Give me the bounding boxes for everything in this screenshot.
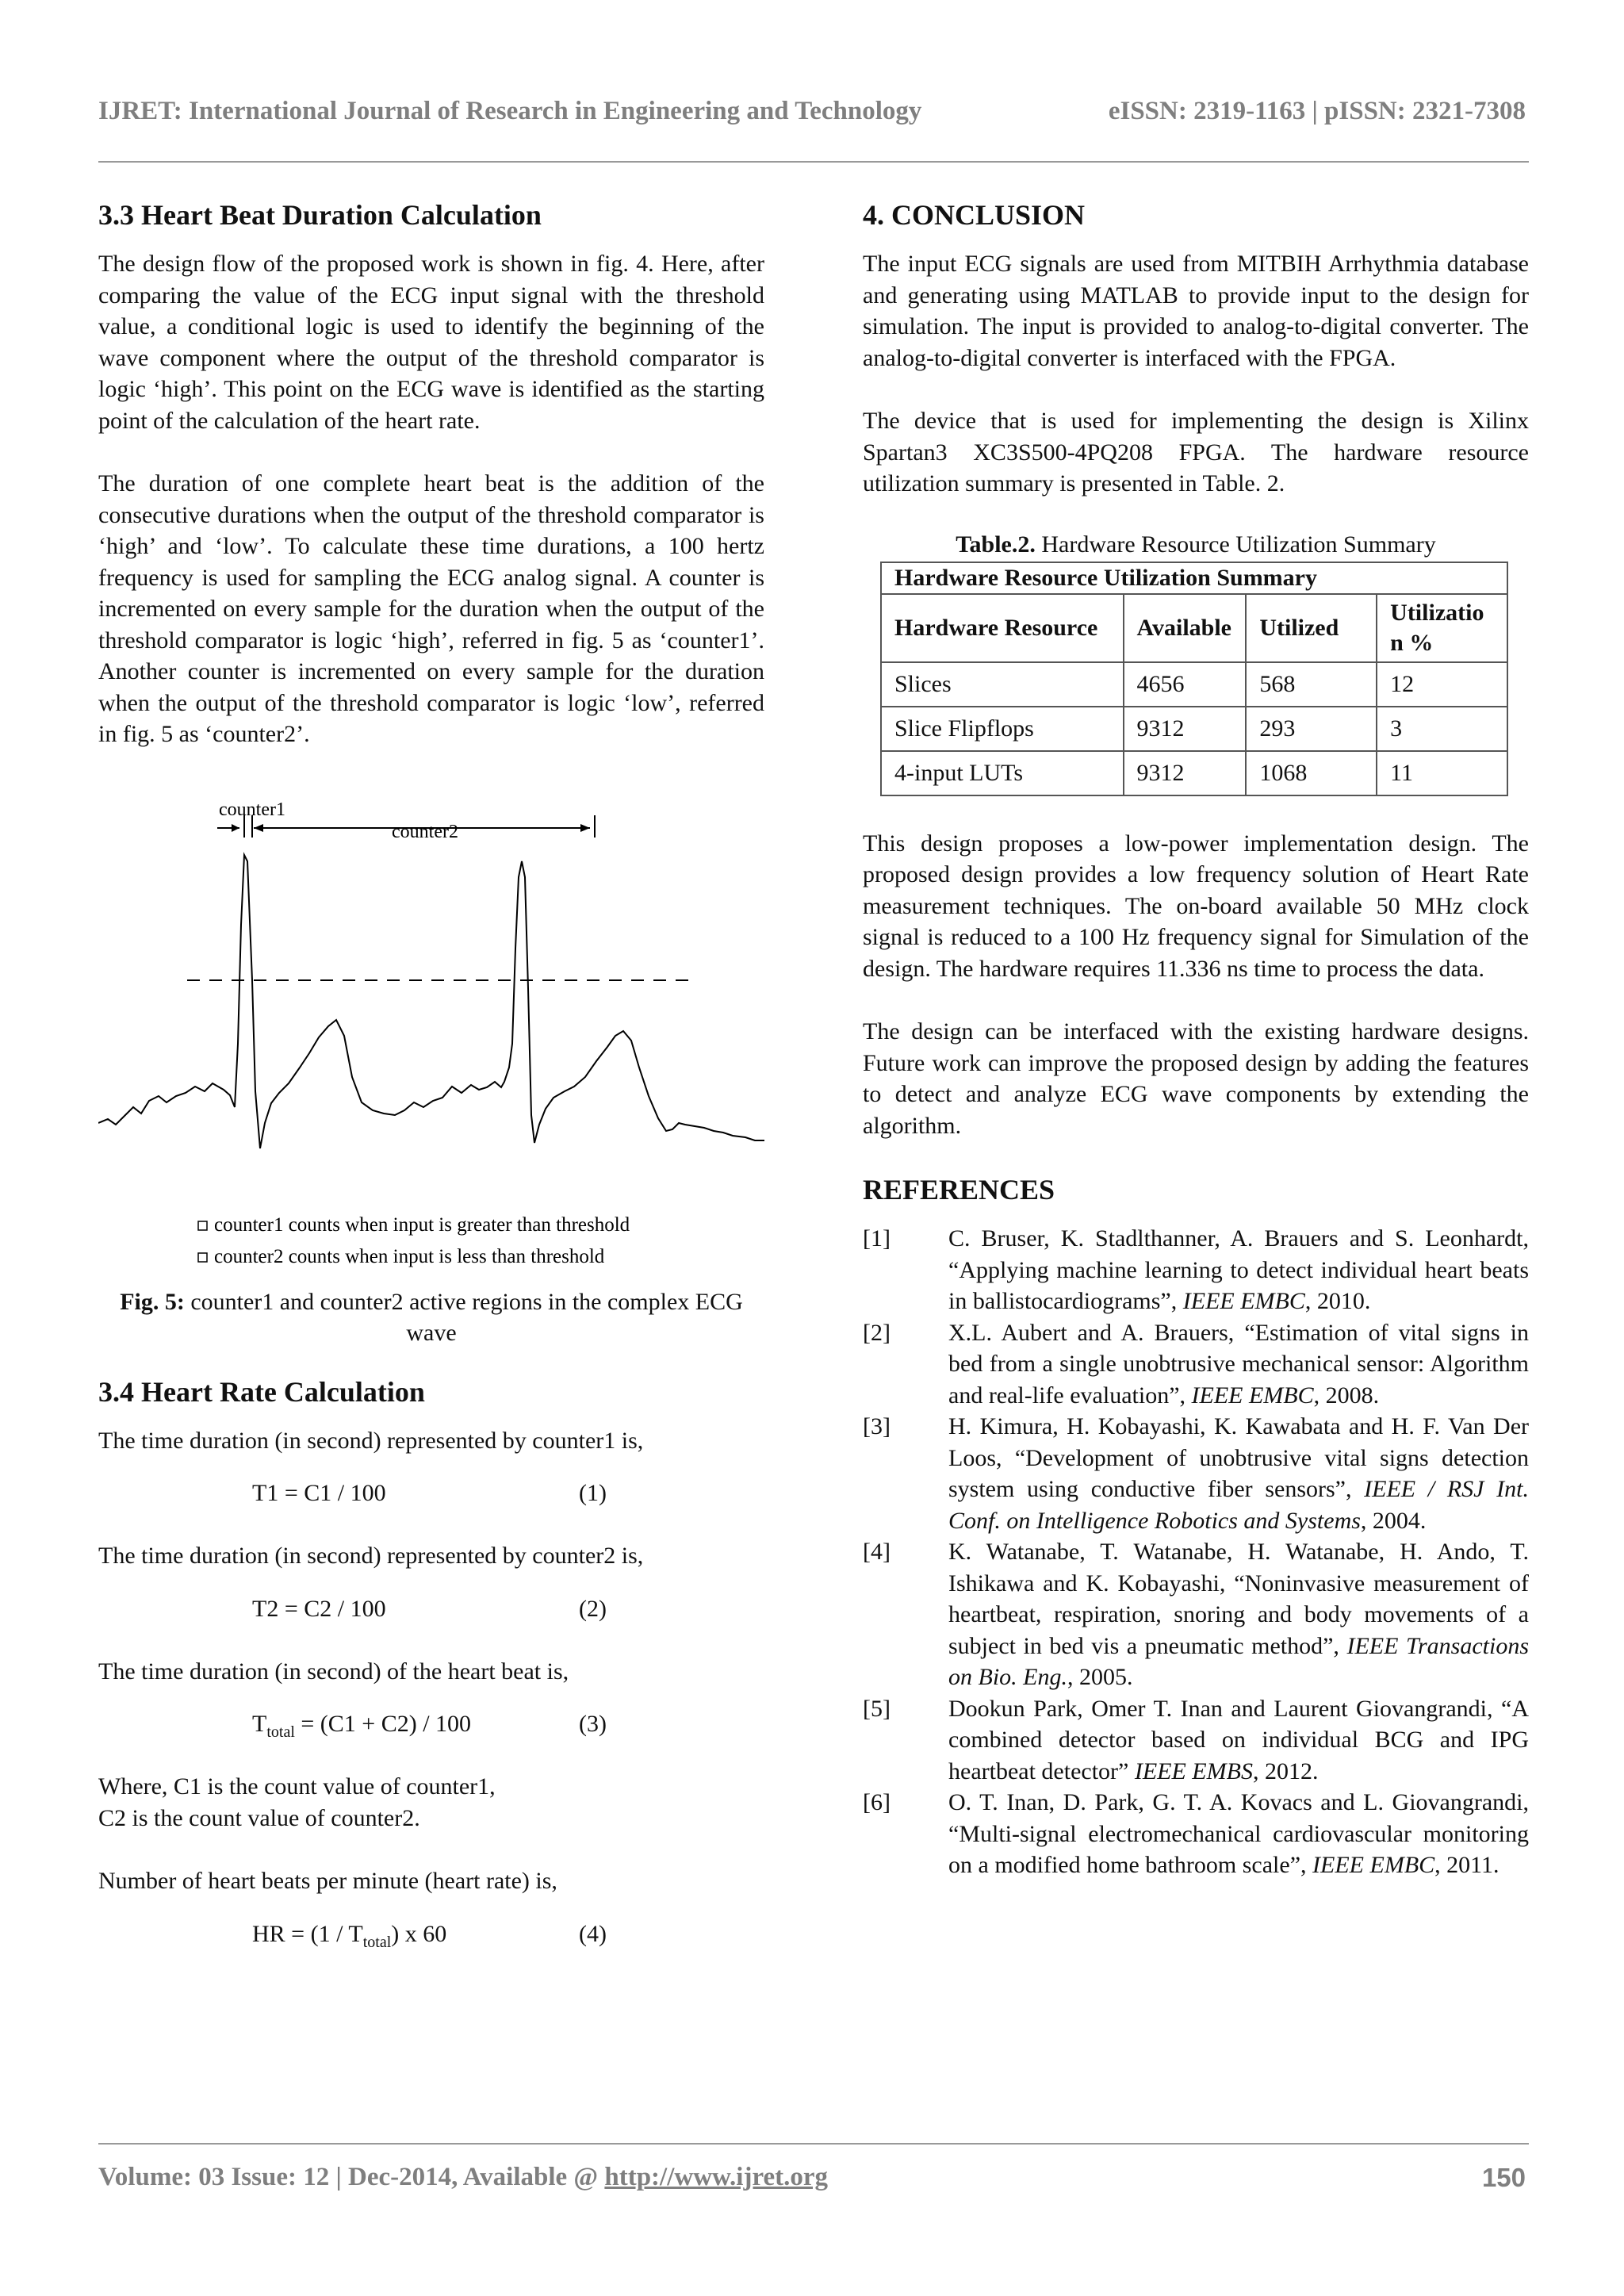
- reference-item: [3] H. Kimura, H. Kobayashi, K. Kawabata and H. F. Van Der Loos, “Development of unobtrusive vital signs detection system using conductive fiber sensors”, IEEE / RSJ Int. Conf. on Intelligence Robotics and Systems, 2004.: [863, 1413, 1529, 1534]
- table-2-label: Table.2.: [956, 531, 1036, 558]
- figure-5: [98, 782, 780, 1282]
- left-column: [98, 198, 764, 1981]
- legend1-marker: [198, 1221, 207, 1230]
- legend2-marker: [198, 1253, 207, 1262]
- resource-table: [880, 562, 1508, 796]
- legend1-text: counter1 counts when input is greater than threshold: [214, 1213, 630, 1236]
- table-cell: 1068: [1246, 751, 1377, 795]
- where-line-2: C2 is the count value of counter2.: [98, 1804, 420, 1831]
- conclusion-paragraph-3: This design proposes a low-power implementation design. The proposed design provides a low frequency solution of Heart Rate measurement techniques. The on-board available 50 MHz clock signal is reduced to a 100 Hz frequency signal for Simulation of the design. The hardware requires 11.336 ns time to process the data.: [863, 830, 1529, 982]
- conclusion-paragraph-4: The design can be interfaced with the existing hardware designs. Future work can improve the proposed design by adding the features to detect and analyze ECG wave components by extending the algorithm.: [863, 1018, 1529, 1139]
- section-3-4-title: 3.4 Heart Rate Calculation: [98, 1375, 425, 1408]
- th-utilization: Utilization %: [1377, 594, 1507, 662]
- reference-item: [6] O. T. Inan, D. Park, G. T. A. Kovacs and L. Giovangrandi, “Multi-signal electromechanical cardiovascular monitoring on a modified home bathroom scale”, IEEE EMBC, 2011.: [863, 1789, 1529, 1879]
- table-cell: 11: [1377, 751, 1507, 795]
- equation-4-expr: HR = $(1 / T_{total})$ x 60: [252, 1920, 447, 1951]
- page-number: 150: [1481, 2163, 1526, 2192]
- table-cell: Slices: [881, 662, 1124, 707]
- table-span-header-row: [881, 562, 1507, 594]
- equation-1-number: (1): [579, 1480, 607, 1507]
- table-row: [881, 707, 1507, 751]
- table-2-caption: Hardware Resource Utilization Summary: [1035, 531, 1436, 558]
- equation-3-number: (3): [579, 1711, 607, 1738]
- table-cell: 12: [1377, 662, 1507, 707]
- table-cell: 568: [1246, 662, 1377, 707]
- equation-3: [98, 1711, 764, 1742]
- table-cell: Slice Flipflops: [881, 707, 1124, 751]
- table-header-row: [881, 594, 1507, 662]
- table-span-header: Hardware Resource Utilization Summary: [881, 562, 1507, 594]
- reference-item: [4] K. Watanabe, T. Watanabe, H. Watanabe, H. Ando, T. Ishikawa and K. Kobayashi, “Noninvasive measurement of heartbeat, respiration, snoring and body movements of a subject in bed vis a pneumatic method”, IEEE Transactions on Bio. Eng., 2005.: [863, 1539, 1529, 1691]
- equation-2-expr: T2 = C2 / 100: [252, 1595, 386, 1622]
- section-4-title: 4. CONCLUSION: [863, 199, 1086, 231]
- section-3-4-paragraph-2: The time duration (in second) represented by counter2 is,: [98, 1543, 644, 1570]
- footer-volume: Volume: 03 Issue: 12 | Dec-2014, Available @ http://www.ijret.org: [98, 2163, 829, 2191]
- section-3-3-paragraph-2: The duration of one complete heart beat is the addition of the consecutive durations when the output of the threshold comparator is ‘high’ and ‘low’. To calculate these time durations, a 100 hertz frequency is used for sampling the ECG analog signal. A counter is incremented on every sample for the duration when the output of the threshold comparator is logic ‘high’, referred in fig. 5 as ‘counter1’. Another counter is incremented on every sample for the duration when the output of the threshold comparator is logic ‘low’, referred in fig. 5 as ‘counter2’.: [98, 470, 764, 748]
- footer-rule: [98, 2143, 1529, 2145]
- table-2-title: [863, 531, 1529, 558]
- page-header: [98, 97, 1526, 128]
- table-row: [881, 751, 1507, 795]
- equation-4: [98, 1921, 764, 1953]
- equation-2-number: (2): [579, 1595, 607, 1622]
- figure-5-caption-text: counter1 and counter2 active regions in the complex ECG wave: [190, 1288, 743, 1346]
- section-3-3-paragraph-1: The design flow of the proposed work is shown in fig. 4. Here, after comparing the value of the ECG input signal with the threshold value, a conditional logic is used to identify the beginning of the wave component where the output of the threshold comparator is logic ‘high’. This point on the ECG wave is identified as the starting point of the calculation of the heart rate.: [98, 251, 764, 434]
- section-3-4-paragraph-4: Number of heart beats per minute (heart rate) is,: [98, 1868, 557, 1895]
- ecg-figure: [98, 782, 780, 1282]
- equation-4-number: (4): [579, 1920, 607, 1947]
- table-cell: 4656: [1124, 662, 1247, 707]
- conclusion-paragraph-2: The device that is used for implementing the design is Xilinx Spartan3 XC3S500-4PQ208 FPGA. The hardware resource utilization summary is presented in Table. 2.: [863, 408, 1529, 497]
- section-3-4-paragraph-3: The time duration (in second) of the heart beat is,: [98, 1658, 569, 1685]
- table-row: [881, 662, 1507, 707]
- th-resource: Hardware Resource: [881, 594, 1124, 662]
- equation-1-expr: T1 = C1 / 100: [252, 1480, 386, 1507]
- th-available: Available: [1124, 594, 1247, 662]
- th-utilized: Utilized: [1246, 594, 1377, 662]
- counter1-label: counter1: [219, 799, 285, 820]
- conclusion-paragraph-1: The input ECG signals are used from MITBIH Arrhythmia database and generating using MATLAB to provide input to the design for simulation. The input is provided to analog-to-digital converter. The analog-to-digital converter is interfaced with the FPGA.: [863, 251, 1529, 371]
- equation-3-expr: $T_{total} = (C1 + C2) / 100$: [252, 1711, 472, 1742]
- table-cell: 9312: [1124, 751, 1247, 795]
- section-3-4-paragraph-1: The time duration (in second) represented by counter1 is,: [98, 1427, 644, 1454]
- counter2-label: counter2: [392, 821, 458, 842]
- figure-5-caption-label: Fig. 5:: [120, 1288, 185, 1315]
- ecg-trace: [98, 855, 764, 1148]
- references-title: REFERENCES: [863, 1174, 1055, 1206]
- references-list: [863, 1223, 1529, 1881]
- right-column: [863, 198, 1529, 1881]
- journal-title: IJRET: International Journal of Research in Engineering and Technology: [98, 97, 922, 125]
- reference-item: [1] C. Bruser, K. Stadlthanner, A. Brauers and S. Leonhardt, “Applying machine learning to detect individual heart beats in ballistocardiograms”, IEEE EMBC, 2010.: [863, 1225, 1529, 1315]
- section-3-3-title: 3.3 Heart Beat Duration Calculation: [98, 199, 542, 231]
- table-cell: 4-input LUTs: [881, 751, 1124, 795]
- counter1-arrow-head: [232, 824, 239, 832]
- counter2-arrow-head-left: [254, 824, 263, 832]
- header-rule: [98, 161, 1529, 163]
- table-cell: 9312: [1124, 707, 1247, 751]
- reference-item: [2] X.L. Aubert and A. Brauers, “Estimation of vital signs in bed from a single unobtrusive mechanical sensor: Algorithm and real-life evaluation”, IEEE EMBC, 2008.: [863, 1319, 1529, 1409]
- reference-item: [5] Dookun Park, Omer T. Inan and Laurent Giovangrandi, “A combined detector based on individual BCG and IPG heartbeat detector” IEEE EMBS, 2012.: [863, 1695, 1529, 1784]
- equation-2: [98, 1596, 764, 1627]
- figure-5-caption: [98, 1286, 764, 1348]
- footer-link[interactable]: http://www.ijret.org: [604, 2163, 829, 2191]
- counter2-arrow-head-right: [580, 824, 590, 832]
- where-line-1: Where, C1 is the count value of counter1,: [98, 1773, 496, 1800]
- table-cell: 293: [1246, 707, 1377, 751]
- table-cell: 3: [1377, 707, 1507, 751]
- equation-1: [98, 1480, 764, 1512]
- legend2-text: counter2 counts when input is less than threshold: [214, 1245, 605, 1267]
- issn: eISSN: 2319-1163 | pISSN: 2321-7308: [1108, 97, 1526, 125]
